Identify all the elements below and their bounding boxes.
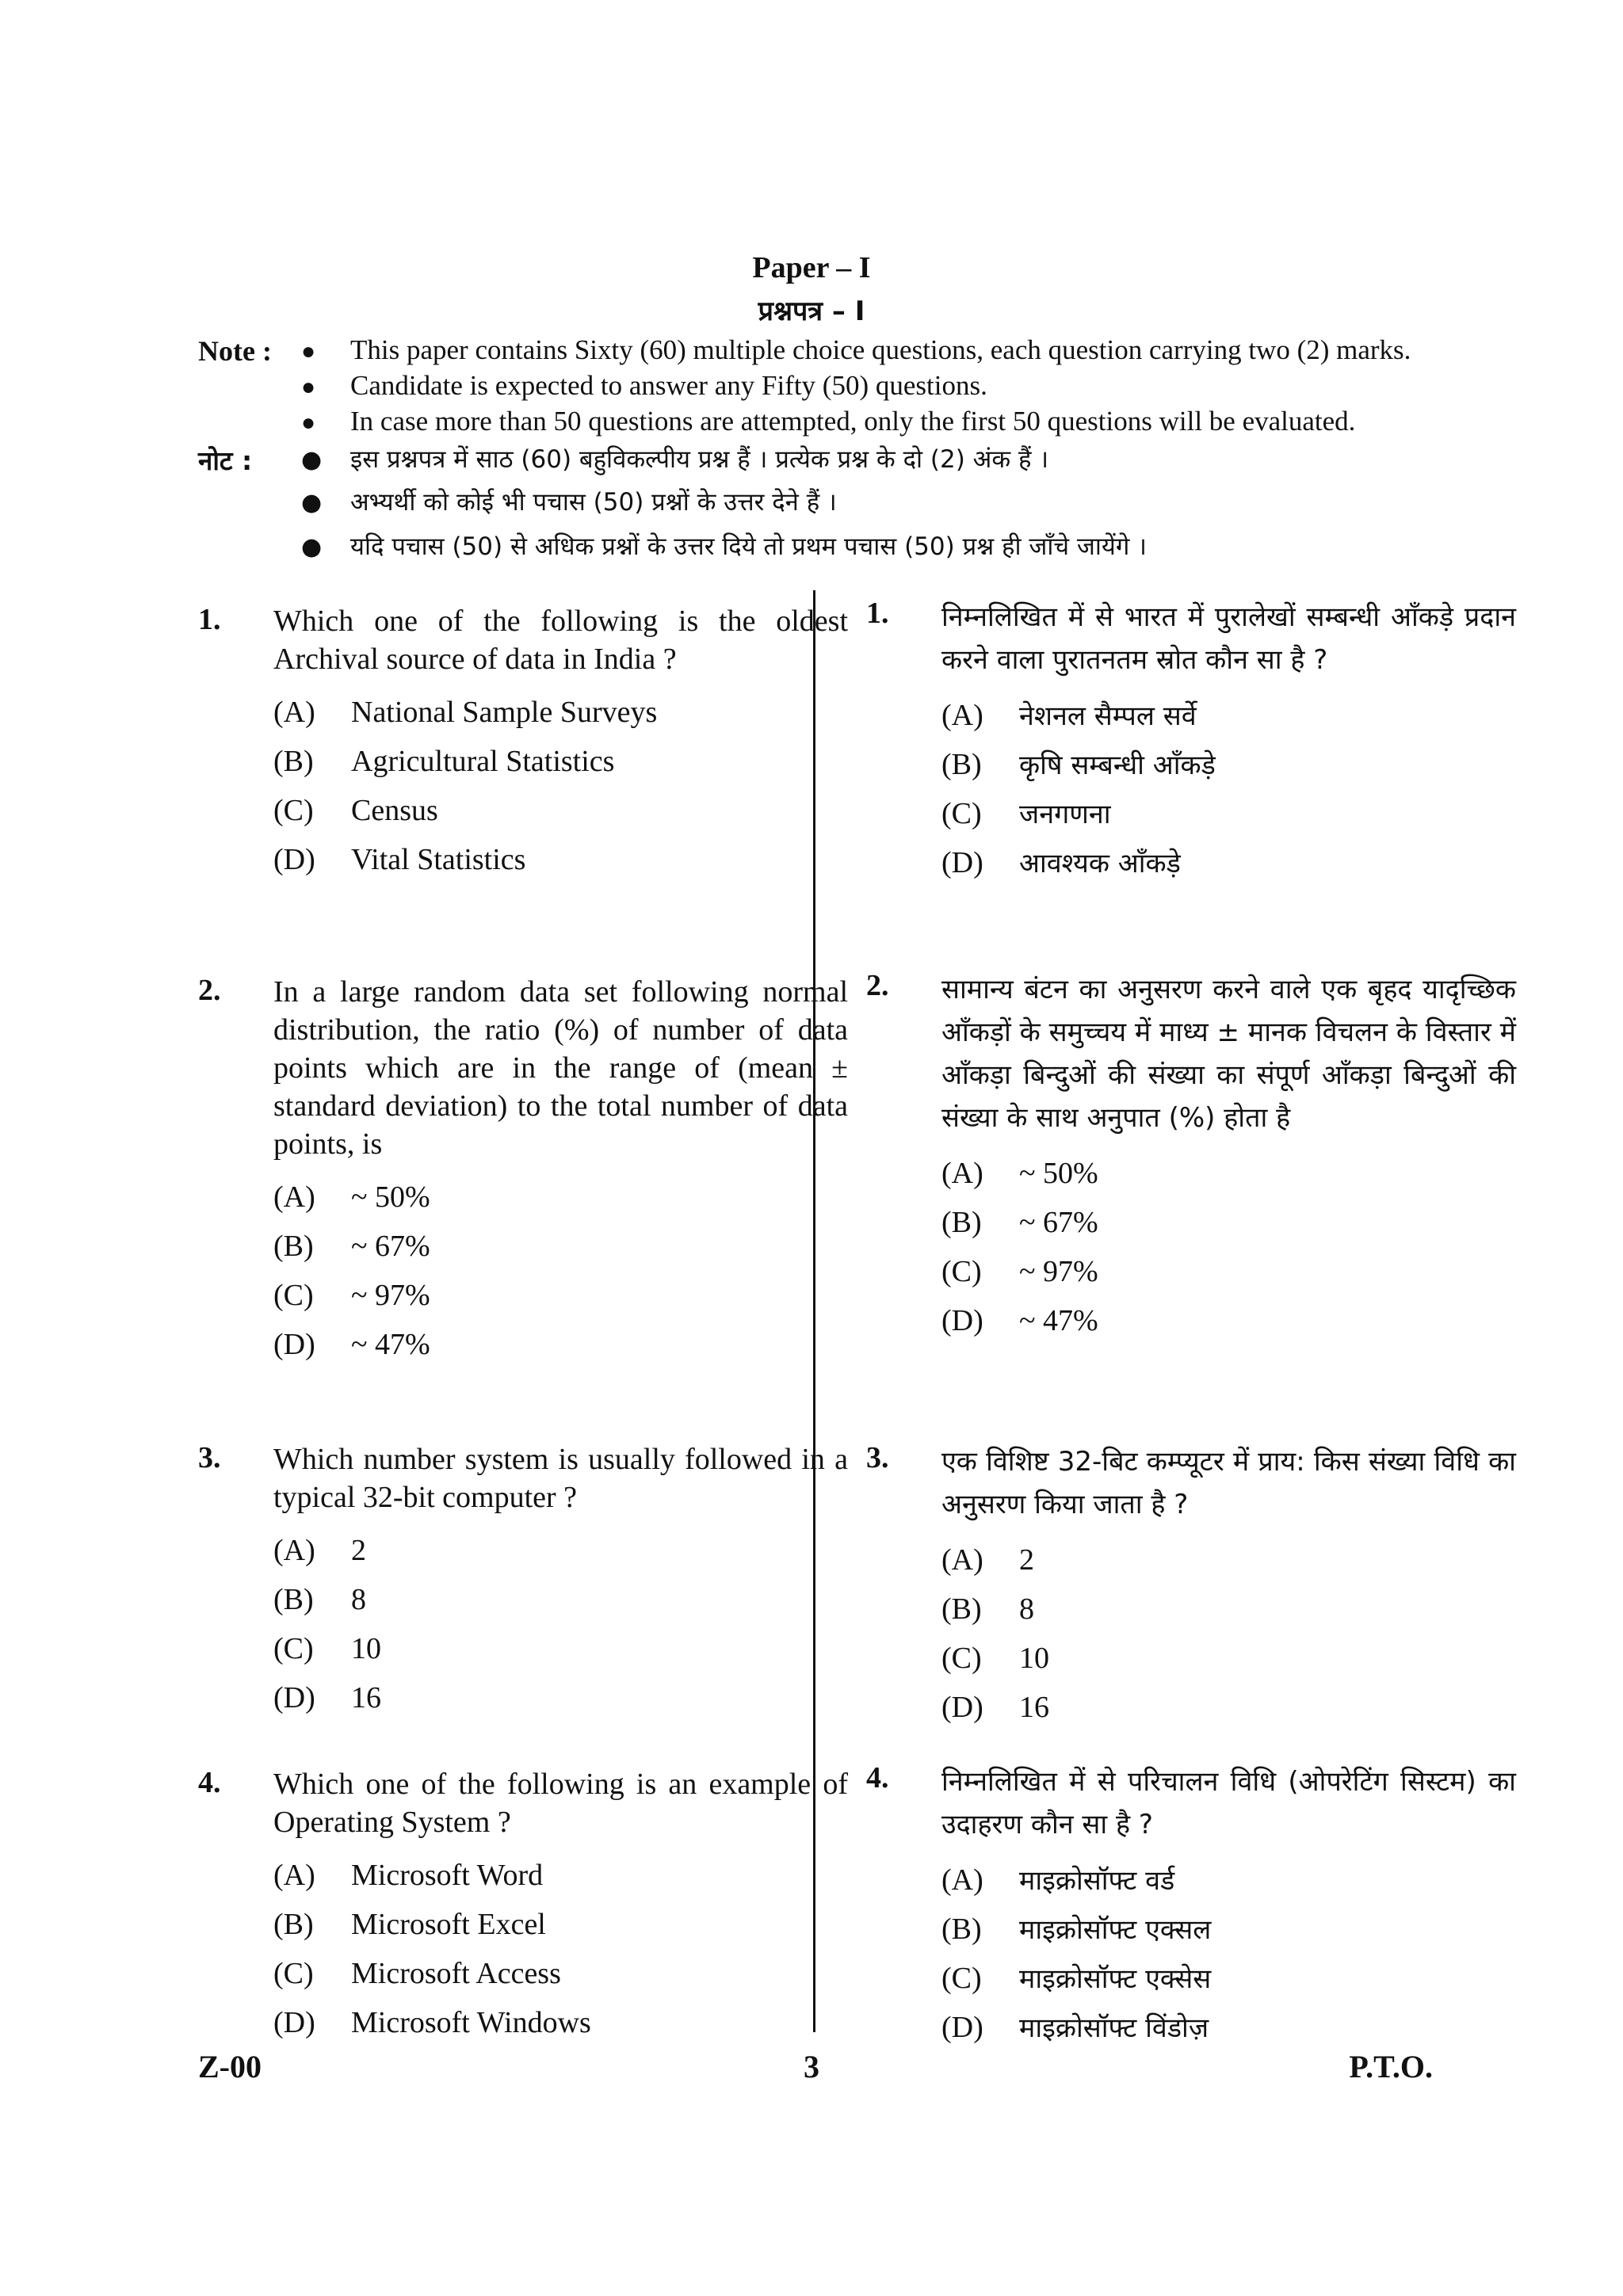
option-a: (A) माइक्रोसॉफ्ट वर्ड (941, 1863, 1175, 1897)
option-b: (B) माइक्रोसॉफ्ट एक्सल (941, 1913, 1212, 1946)
question-text: Which number system is usually followed in a typical 32-bit computer ? (273, 1443, 848, 1514)
question-text: In a large random data set following normal distribution, the ratio (%) of number of data points which are in the range of (mean ± standard deviation) to the total number of data points, is (273, 975, 848, 1161)
option-b: (B) 8 (273, 1583, 366, 1616)
note-line-en-1: ● This paper contains Sixty (60) multiple choice questions, each question carrying two (2) marks. (301, 334, 1411, 365)
option-d: (D) ~ 47% (941, 1304, 1098, 1337)
question-text: निम्नलिखित में से भारत में पुरालेखों सम्बन्धी आँकड़े प्रदान करने वाला पुरातनतम स्रोत कौन सा है ? (941, 601, 1516, 676)
question-hi-4 (866, 1760, 1516, 2052)
question-number: 3. (866, 1441, 889, 1474)
option-d: (D) Vital Statistics (273, 843, 526, 876)
question-en-2 (198, 973, 848, 1369)
question-hi-2 (866, 968, 1516, 1345)
bullet-icon: ● (301, 489, 323, 517)
option-d: (D) ~ 47% (273, 1328, 430, 1361)
note-line-hi-1: ● इस प्रश्नपत्र में साठ (60) बहुविकल्पीय प्रश्न हैं । प्रत्येक प्रश्न के दो (2) अंक हैं । (301, 445, 1049, 474)
option-d: (D) माइक्रोसॉफ्ट विंडोज़ (941, 2011, 1209, 2044)
question-number: 4. (866, 1761, 889, 1794)
option-b: (B) Microsoft Excel (273, 1908, 546, 1941)
pto-label: P.T.O. (1349, 2049, 1433, 2084)
question-number: 4. (198, 1766, 221, 1799)
question-number: 2. (198, 974, 221, 1007)
question-number: 1. (198, 603, 221, 636)
question-number: 1. (866, 597, 889, 630)
question-en-3 (198, 1440, 848, 1722)
option-c: (C) 10 (273, 1632, 381, 1665)
option-c: (C) ~ 97% (941, 1255, 1098, 1288)
note-line-en-2: ● Candidate is expected to answer any Fifty (50) questions. (301, 370, 987, 401)
option-d: (D) 16 (273, 1681, 381, 1714)
option-d: (D) आवश्यक आँकड़े (941, 846, 1181, 879)
question-text: Which one of the following is the oldest Archival source of data in India ? (273, 605, 848, 676)
bullet-icon: ● (301, 410, 316, 436)
bullet-icon: ● (301, 374, 316, 400)
paper-code: Z-00 (198, 2049, 262, 2084)
note-label-en: Note : (198, 335, 272, 367)
option-d: (D) Microsoft Windows (273, 2006, 591, 2039)
question-en-1 (198, 602, 848, 884)
option-c: (C) Microsoft Access (273, 1957, 561, 1990)
question-hi-3 (866, 1440, 1516, 1732)
option-c: (C) जनगणना (941, 797, 1111, 830)
option-a: (A) Microsoft Word (273, 1859, 544, 1892)
option-a: (A) ~ 50% (941, 1157, 1098, 1190)
question-text: एक विशिष्ट 32-बिट कम्प्यूटर में प्राय: किस संख्या विधि का अनुसरण किया जाता है ? (941, 1446, 1516, 1520)
note-line-hi-3: ● यदि पचास (50) से अधिक प्रश्नों के उत्तर दिये तो प्रथम पचास (50) प्रश्न ही जाँचे जायेंगे । (301, 532, 1147, 561)
option-a: (A) National Sample Surveys (273, 696, 658, 729)
option-b: (B) ~ 67% (941, 1206, 1098, 1239)
option-a: (A) नेशनल सैम्पल सर्वे (941, 699, 1197, 732)
option-c: (C) 10 (941, 1642, 1049, 1675)
question-hi-1 (866, 596, 1516, 887)
option-b: (B) कृषि सम्बन्धी आँकड़े (941, 748, 1216, 781)
question-text: सामान्य बंटन का अनुसरण करने वाले एक बृहद यादृच्छिक आँकड़ों के समुच्चय में माध्य ± मानक विचलन के विस्तार में आँकड़ा बिन्दुओं की संख्या का संपूर्ण आँकड़ा बिन्दुओं की संख्या के साथ अनुपात (%) होता है (941, 974, 1516, 1134)
option-a: (A) 2 (273, 1534, 366, 1567)
question-number: 2. (866, 969, 889, 1002)
option-c: (C) माइक्रोसॉफ्ट एक्सेस (941, 1962, 1212, 1995)
note-line-hi-2: ● अभ्यर्थी को कोई भी पचास (50) प्रश्नों के उत्तर देने हैं । (301, 488, 837, 517)
paper-title-en: Paper – I (752, 251, 871, 284)
option-a: (A) 2 (941, 1543, 1034, 1577)
option-c: (C) Census (273, 794, 438, 827)
option-b: (B) ~ 67% (273, 1230, 430, 1263)
question-text: Which one of the following is an example of Operating System ? (273, 1768, 848, 1839)
option-d: (D) 16 (941, 1691, 1049, 1724)
option-a: (A) ~ 50% (273, 1180, 430, 1214)
bullet-icon: ● (301, 338, 316, 364)
option-b: (B) Agricultural Statistics (273, 745, 615, 778)
question-number: 3. (198, 1441, 221, 1474)
note-line-en-3: ● In case more than 50 questions are attempted, only the first 50 questions will be evaluated. (301, 406, 1356, 437)
page-number: 3 (804, 2049, 819, 2084)
question-en-4 (198, 1765, 848, 2047)
question-text: निम्नलिखित में से परिचालन विधि (ओपरेटिंग सिस्टम) का उदाहरण कौन सा है ? (941, 1766, 1516, 1840)
paper-title-hi: प्रश्नपत्र – I (758, 296, 865, 327)
option-c: (C) ~ 97% (273, 1279, 430, 1312)
bullet-icon: ● (301, 446, 323, 474)
note-label-hi: नोट : (198, 445, 253, 476)
bullet-icon: ● (301, 533, 323, 561)
option-b: (B) 8 (941, 1592, 1034, 1626)
